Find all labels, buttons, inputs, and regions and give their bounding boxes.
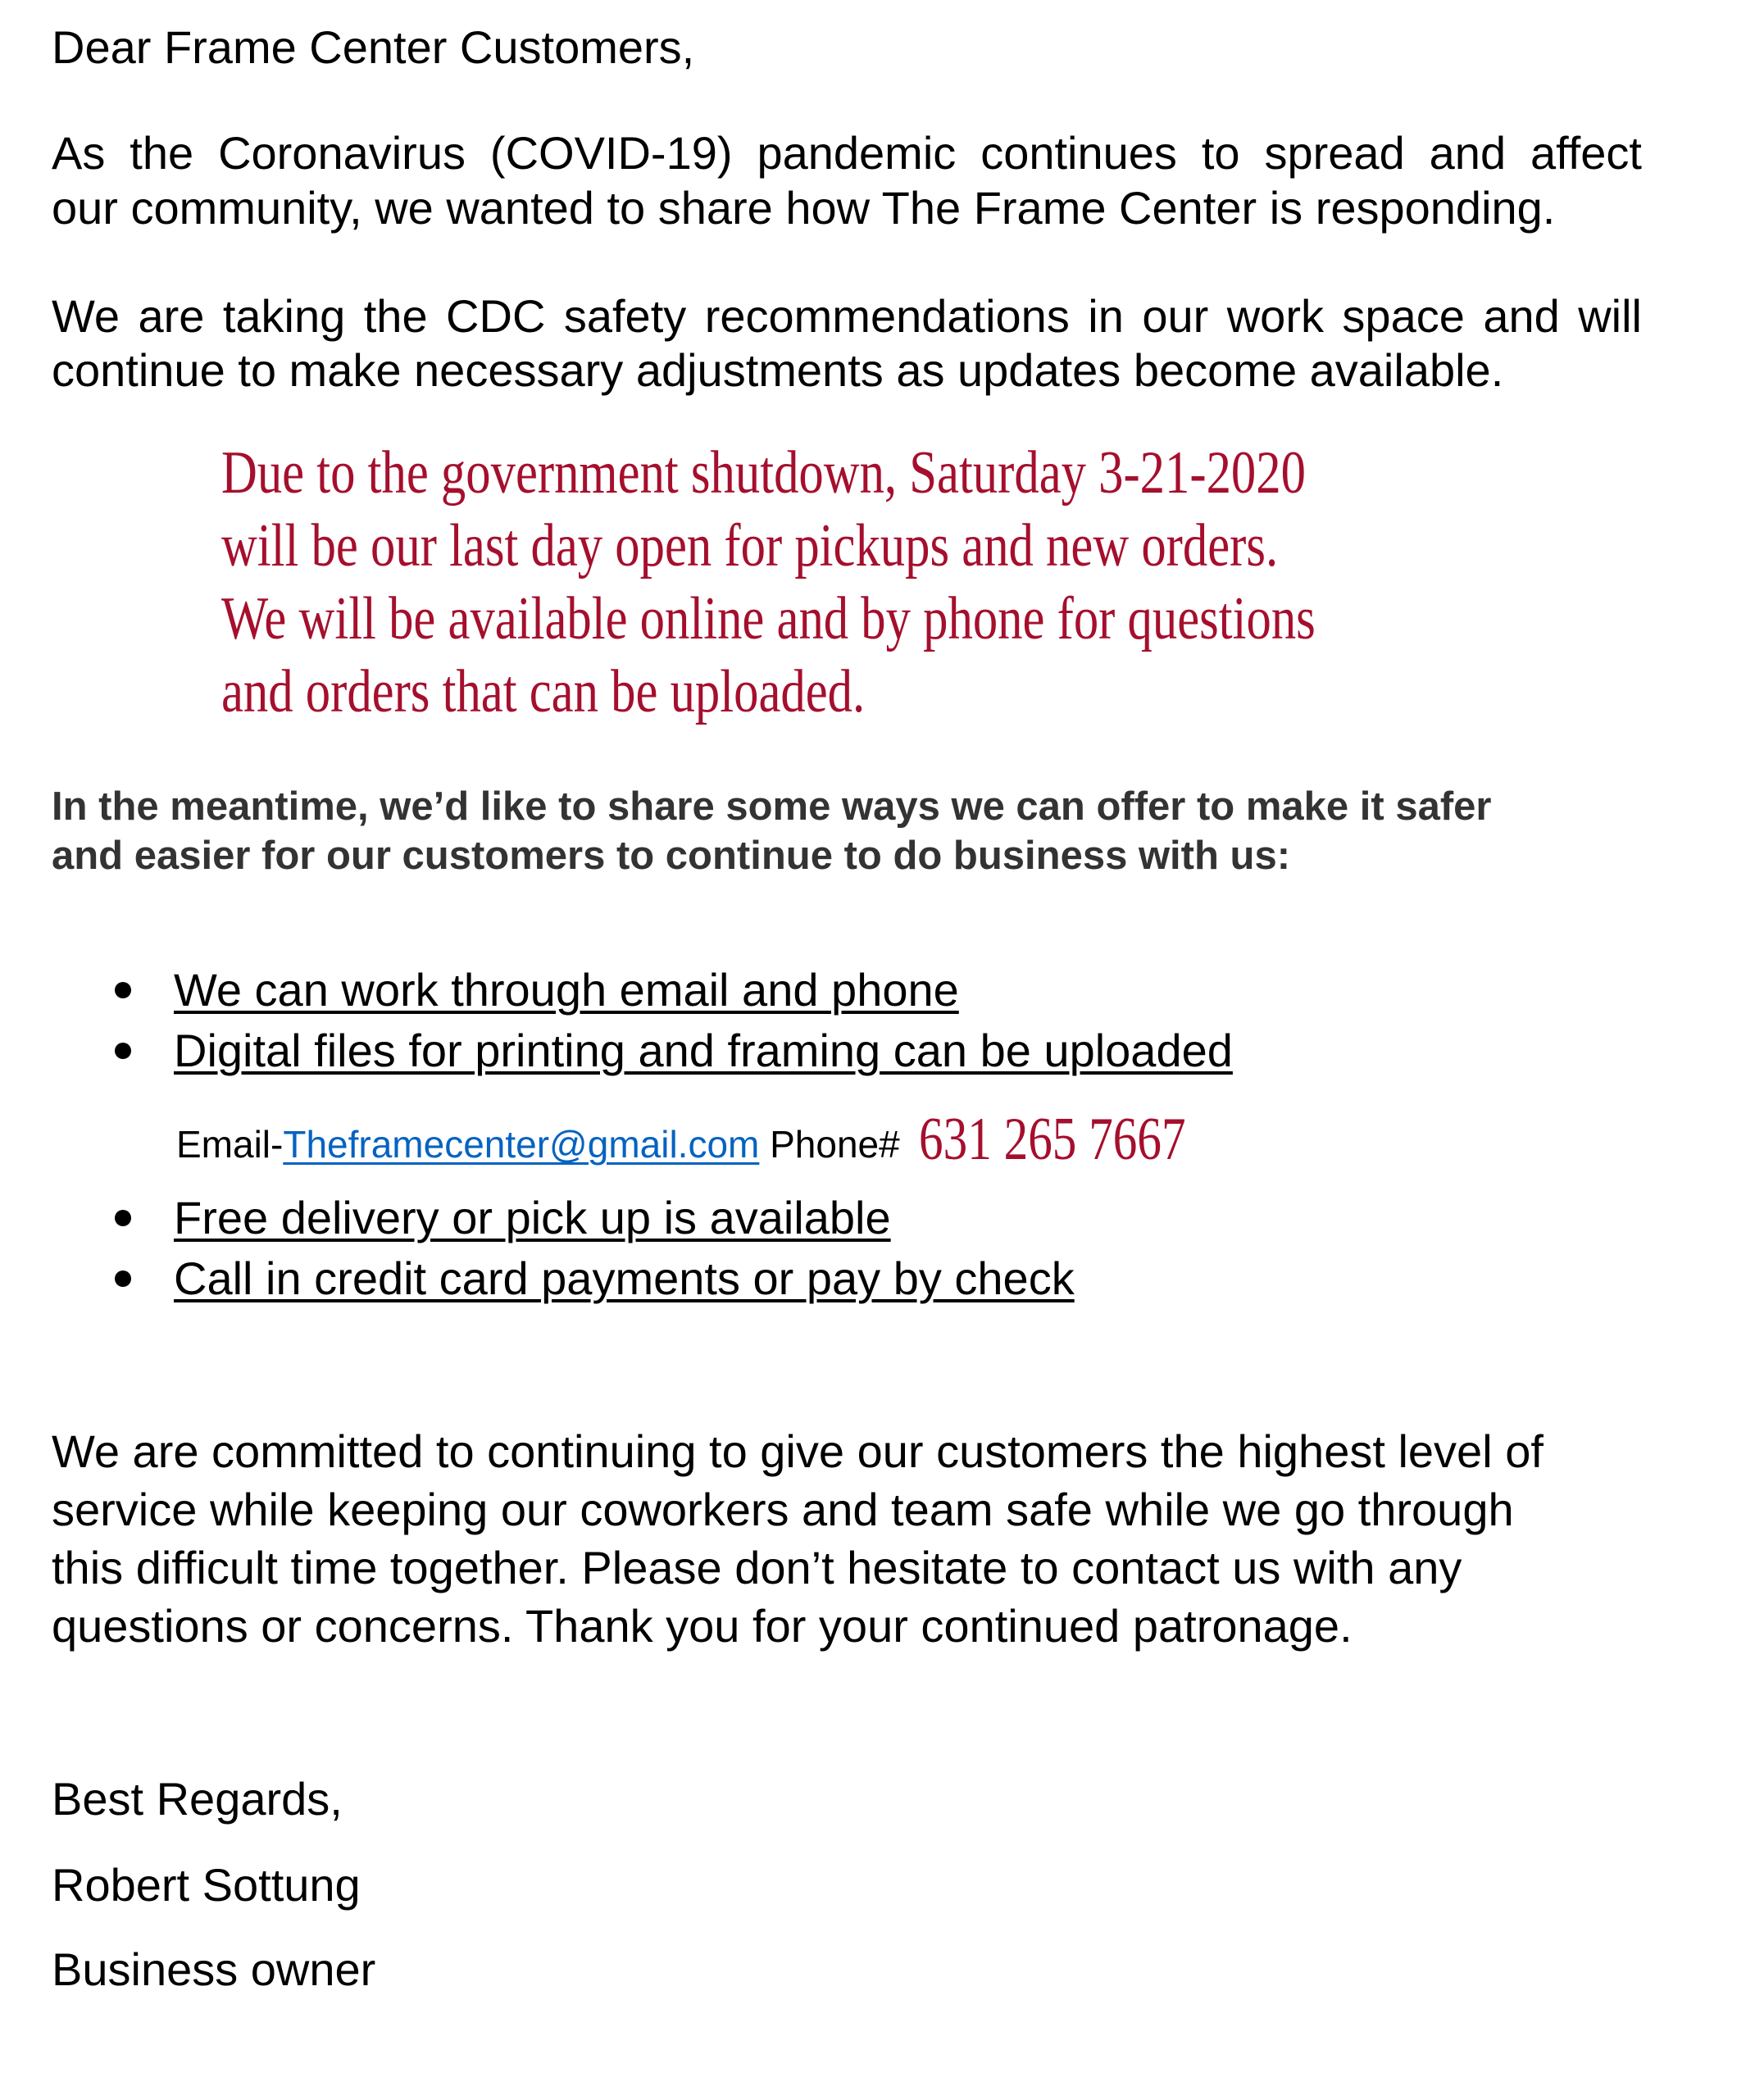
bullet-icon: [115, 1270, 131, 1287]
email-link[interactable]: Theframecenter@gmail.com: [283, 1123, 760, 1166]
list-item-text: Free delivery or pick up is available: [174, 1192, 891, 1243]
closing-line: questions or concerns. Thank you for your continued patronage.: [52, 1600, 1353, 1652]
list-item-text: We can work through email and phone: [174, 964, 959, 1016]
email-label: Email-: [176, 1123, 284, 1166]
bullet-icon: [115, 1210, 131, 1226]
intro-bold-line: and easier for our customers to continue to do business with us:: [52, 834, 1291, 878]
closing-line: this difficult time together. Please don’t hesitate to contact us with any: [52, 1542, 1462, 1593]
notice-line: We will be available online and by phone for questions: [221, 585, 1316, 652]
paragraph2-line: We are taking the CDC safety recommendations in our work space and will: [52, 290, 1642, 342]
paragraph1-line: our community, we wanted to share how The Frame Center is responding.: [52, 182, 1556, 234]
phone-number: 631 265 7667: [918, 1106, 1186, 1173]
phone-label: Phone#: [770, 1123, 900, 1166]
greeting: Dear Frame Center Customers,: [52, 21, 695, 73]
signer-name: Robert Sottung: [52, 1859, 361, 1911]
closing-line: service while keeping our coworkers and team safe while we go through: [52, 1484, 1514, 1535]
notice-line: and orders that can be uploaded.: [221, 658, 866, 725]
list-item-text: Digital files for printing and framing can be uploaded: [174, 1025, 1233, 1076]
closing-line: We are committed to continuing to give our customers the highest level of: [52, 1425, 1544, 1477]
notice-line: Due to the government shutdown, Saturday 3-21-2020: [221, 439, 1306, 507]
bullet-icon: [115, 1043, 131, 1059]
notice-line: will be our last day open for pickups and new orders.: [221, 512, 1279, 580]
list-item-text: Call in credit card payments or pay by check: [174, 1252, 1075, 1304]
paragraph2-line: continue to make necessary adjustments as updates become available.: [52, 344, 1504, 396]
intro-bold-line: In the meantime, we’d like to share some ways we can offer to make it safer: [52, 784, 1492, 829]
signer-title: Business owner: [52, 1943, 376, 1995]
paragraph1-line: As the Coronavirus (COVID-19) pandemic continues to spread and affect: [52, 127, 1642, 179]
contact-line: [176, 1106, 1253, 1173]
bullet-icon: [115, 982, 131, 998]
signoff: Best Regards,: [52, 1773, 343, 1825]
